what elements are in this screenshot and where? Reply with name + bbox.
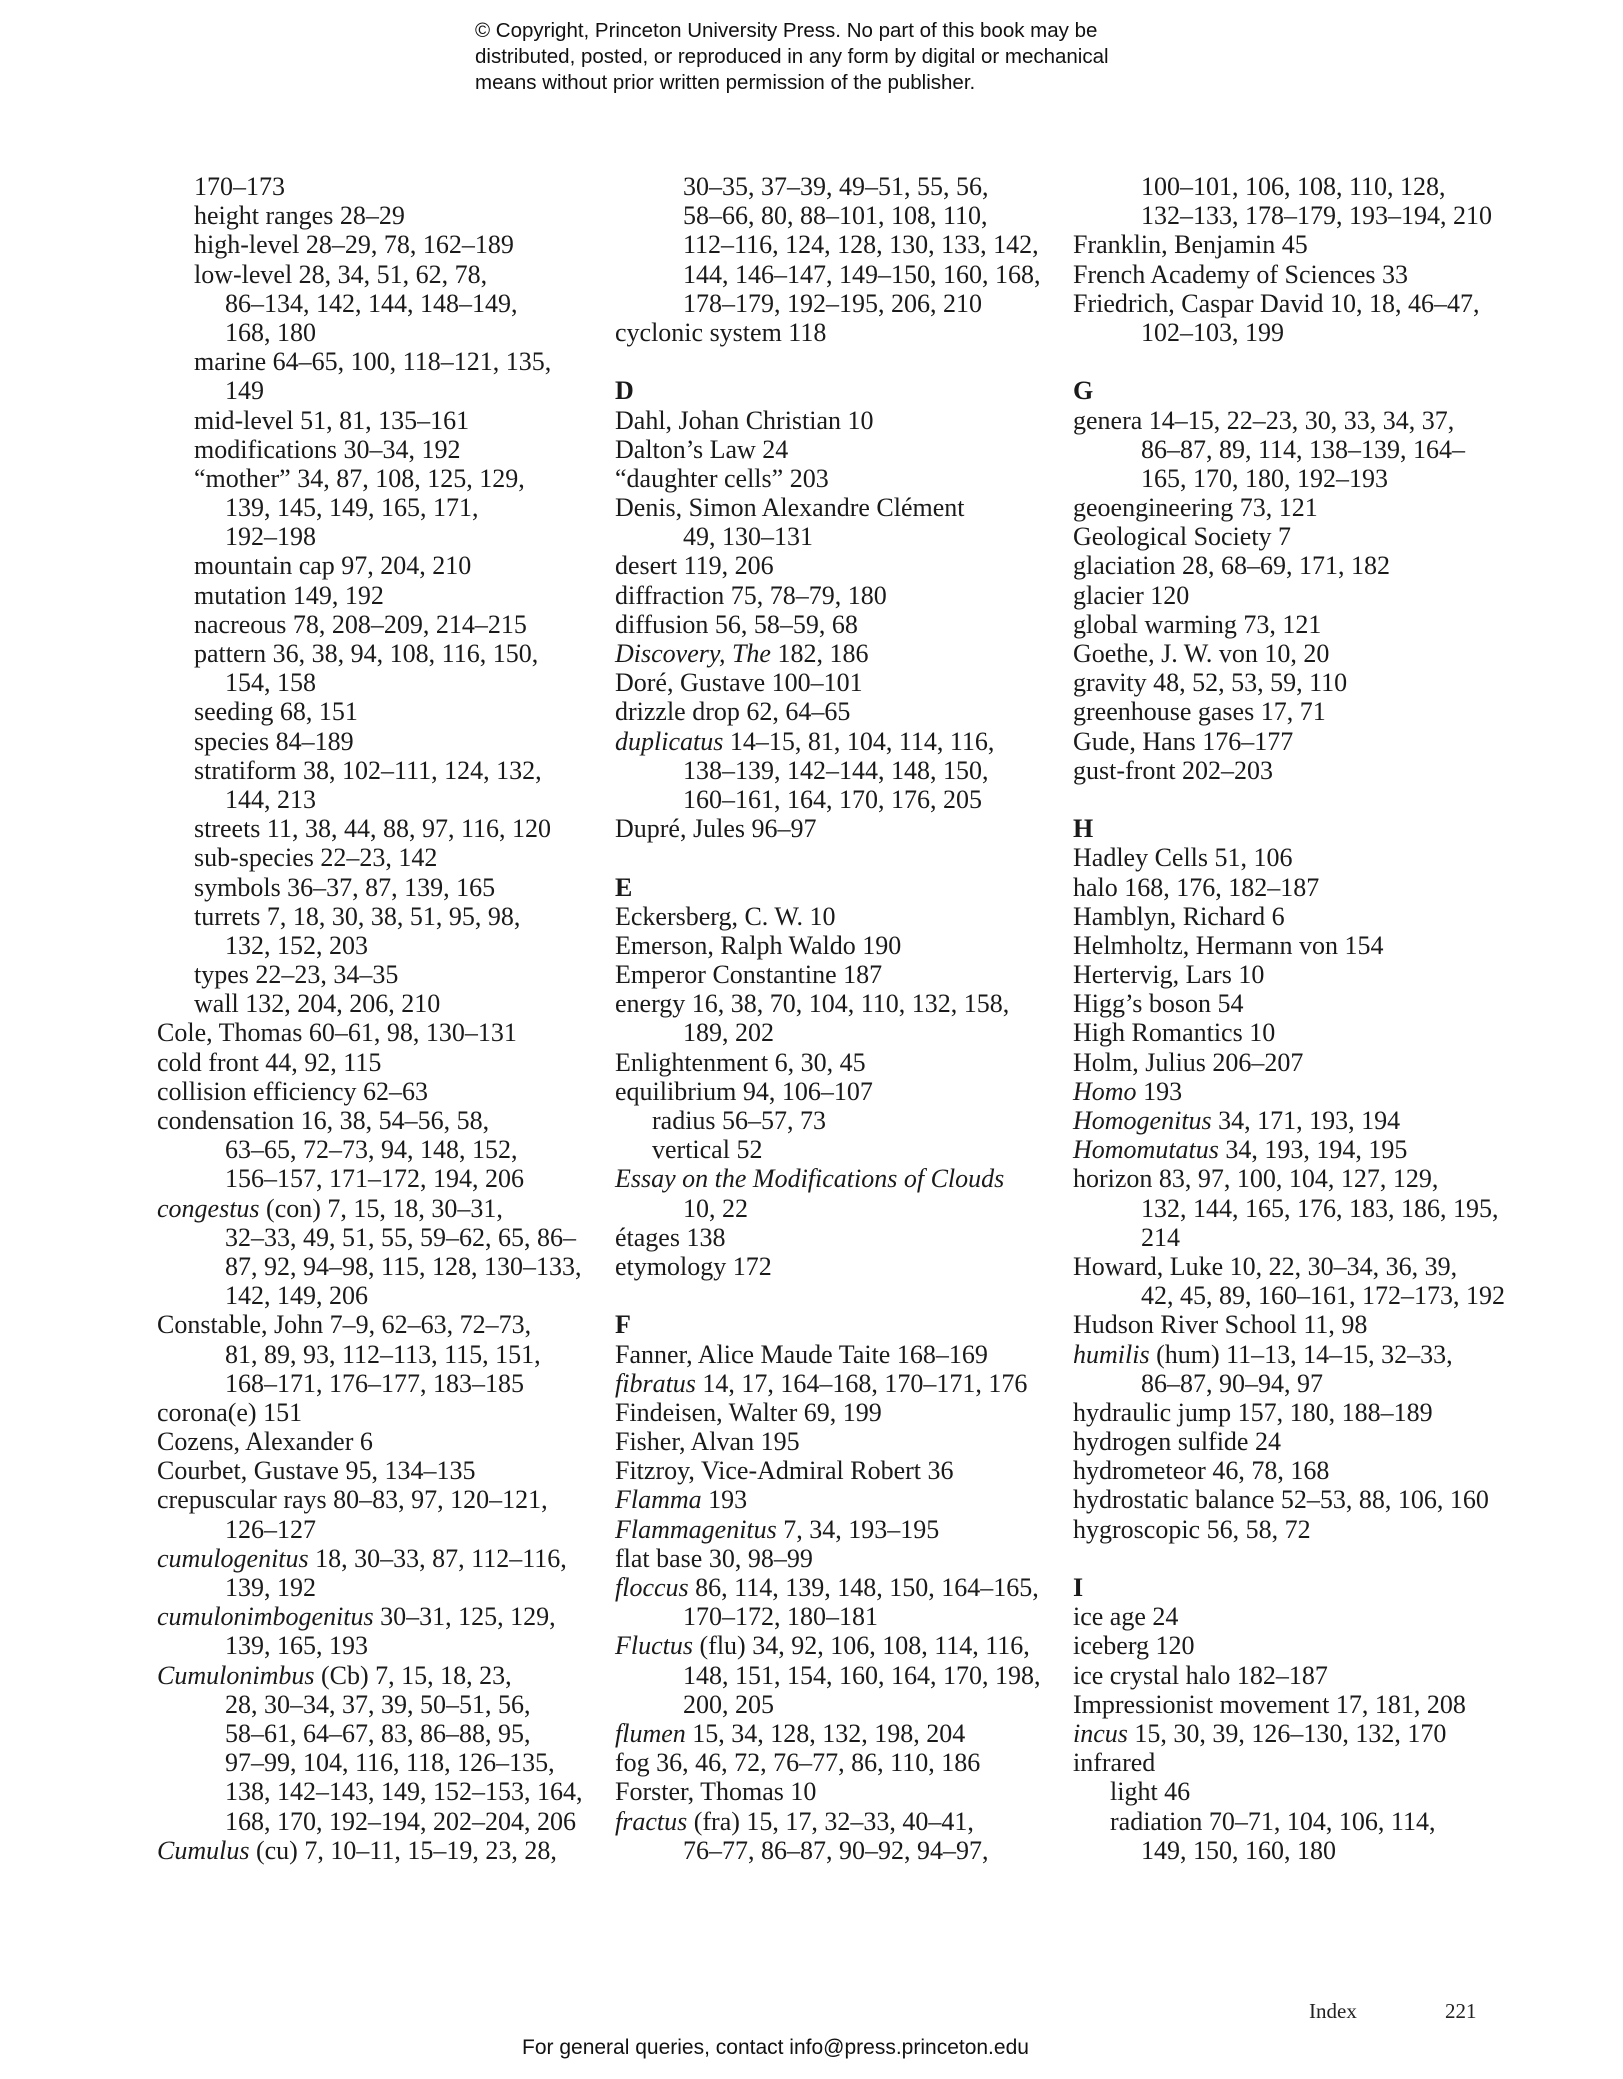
index-section-letter: F xyxy=(615,1310,631,1340)
index-continuation: 86–134, 142, 144, 148–149, xyxy=(225,288,518,318)
entry-pages: 182, 186 xyxy=(770,639,869,668)
index-entry xyxy=(157,1602,587,1631)
index-entry xyxy=(1073,1106,1513,1135)
index-entry xyxy=(615,1631,1045,1660)
italic-term: fractus xyxy=(615,1806,688,1836)
index-continuation: 214 xyxy=(1141,1222,1180,1252)
index-entry: Dahl, Johan Christian 10 xyxy=(615,405,874,435)
index-continuation: 142, 149, 206 xyxy=(225,1281,368,1311)
italic-term: fibratus xyxy=(615,1368,696,1398)
index-entry xyxy=(615,1807,1045,1836)
index-entry: hydraulic jump 157, 180, 188–189 xyxy=(1073,1397,1433,1427)
italic-term: Homo xyxy=(1073,1076,1137,1106)
index-subentry: high-level 28–29, 78, 162–189 xyxy=(194,230,514,260)
index-entry: Fitzroy, Vice-Admiral Robert 36 xyxy=(615,1456,954,1486)
italic-term: incus xyxy=(1073,1718,1128,1748)
index-entry: condensation 16, 38, 54–56, 58, xyxy=(157,1106,490,1135)
index-entry: Forster, Thomas 10 xyxy=(615,1777,817,1807)
index-continuation: 132–133, 178–179, 193–194, 210 xyxy=(1141,201,1492,231)
index-continuation: 168–171, 176–177, 183–185 xyxy=(225,1368,524,1398)
index-continuation: 189, 202 xyxy=(683,1018,774,1048)
index-entry: hydrogen sulfide 24 xyxy=(1073,1427,1281,1457)
entry-pages: 14, 17, 164–168, 170–171, 176 xyxy=(695,1368,1028,1398)
index-entry: Emerson, Ralph Waldo 190 xyxy=(615,930,902,960)
index-subentry: 170–173 xyxy=(194,172,285,201)
index-continuation: 30–35, 37–39, 49–51, 55, 56, xyxy=(683,172,989,201)
section-gap xyxy=(615,347,1045,376)
index-entry: Franklin, Benjamin 45 xyxy=(1073,230,1308,260)
index-entry xyxy=(157,1194,587,1223)
entry-pages: 30–31, 125, 129, xyxy=(373,1602,556,1632)
index-continuation: 156–157, 171–172, 194, 206 xyxy=(225,1164,524,1194)
index-entry: Goethe, J. W. von 10, 20 xyxy=(1073,639,1330,668)
index-entry: Hamblyn, Richard 6 xyxy=(1073,901,1285,931)
index-entry: Fisher, Alvan 195 xyxy=(615,1427,800,1457)
entry-pages: 18, 30–33, 87, 112–116, xyxy=(308,1543,567,1573)
index-entry: glacier 120 xyxy=(1073,580,1190,610)
italic-term: Essay on the Modifications of Clouds xyxy=(615,1164,1005,1194)
index-subentry: streets 11, 38, 44, 88, 97, 116, 120 xyxy=(194,814,551,844)
index-continuation: 132, 144, 165, 176, 183, 186, 195, xyxy=(1141,1193,1499,1223)
italic-term: Cumulus xyxy=(157,1835,250,1865)
index-entry xyxy=(615,1719,1045,1748)
index-entry: Denis, Simon Alexandre Clément xyxy=(615,493,965,523)
italic-term: humilis xyxy=(1073,1339,1150,1369)
index-subentry: species 84–189 xyxy=(194,726,354,756)
index-continuation: 192–198 xyxy=(225,522,316,552)
index-continuation: 49, 130–131 xyxy=(683,522,813,552)
index-subentry: marine 64–65, 100, 118–121, 135, xyxy=(194,347,552,377)
page-number: 221 xyxy=(1445,1999,1477,2023)
index-section-letter: I xyxy=(1073,1573,1084,1602)
index-continuation: 144, 146–147, 149–150, 160, 168, xyxy=(683,259,1041,289)
index-column-middle xyxy=(615,172,1045,1865)
index-entry: Hudson River School 11, 98 xyxy=(1073,1310,1368,1340)
index-entry xyxy=(1073,1135,1513,1164)
italic-term: Flamma xyxy=(615,1485,702,1515)
index-continuation: 138–139, 142–144, 148, 150, xyxy=(683,755,989,785)
index-column-left xyxy=(157,172,587,1865)
copyright-line: means without prior written permission of the publisher. xyxy=(475,71,976,94)
entry-pages: (con) 7, 15, 18, 30–31, xyxy=(259,1193,503,1223)
index-entry: halo 168, 176, 182–187 xyxy=(1073,872,1320,902)
entry-pages: 15, 34, 128, 132, 198, 204 xyxy=(685,1718,966,1748)
index-entry xyxy=(615,1369,1045,1398)
index-subentry: height ranges 28–29 xyxy=(194,201,405,231)
index-entry: Eckersberg, C. W. 10 xyxy=(615,901,836,931)
index-subentry: radius 56–57, 73 xyxy=(652,1106,827,1135)
index-entry xyxy=(1073,1340,1513,1369)
italic-term: cumulonimbogenitus xyxy=(157,1602,374,1632)
italic-term: Discovery, The xyxy=(615,639,771,668)
index-entry: Geological Society 7 xyxy=(1073,522,1292,552)
index-subentry: pattern 36, 38, 94, 108, 116, 150, xyxy=(194,639,539,668)
index-continuation: 160–161, 164, 170, 176, 205 xyxy=(683,784,982,814)
index-entry: cold front 44, 92, 115 xyxy=(157,1047,382,1077)
index-continuation: 86–87, 89, 114, 138–139, 164– xyxy=(1141,434,1466,464)
index-entry: Enlightenment 6, 30, 45 xyxy=(615,1047,866,1077)
index-entry: Emperor Constantine 187 xyxy=(615,960,883,990)
index-continuation: 138, 142–143, 149, 152–153, 164, xyxy=(225,1777,583,1807)
index-entry xyxy=(615,1573,1045,1602)
entry-pages: 14–15, 81, 104, 114, 116, xyxy=(723,726,995,756)
index-entry: ice age 24 xyxy=(1073,1602,1179,1632)
entry-pages: 7, 34, 193–195 xyxy=(776,1514,940,1544)
entry-pages: (cu) 7, 10–11, 15–19, 23, 28, xyxy=(249,1835,557,1865)
index-continuation: 112–116, 124, 128, 130, 133, 142, xyxy=(683,230,1039,260)
index-continuation: 42, 45, 89, 160–161, 172–173, 192 xyxy=(1141,1281,1505,1311)
index-subentry: wall 132, 204, 206, 210 xyxy=(194,989,441,1019)
index-continuation: 58–66, 80, 88–101, 108, 110, xyxy=(683,201,988,231)
index-entry: flat base 30, 98–99 xyxy=(615,1543,813,1573)
index-subentry: turrets 7, 18, 30, 38, 51, 95, 98, xyxy=(194,901,521,931)
index-entry: Friedrich, Caspar David 10, 18, 46–47, xyxy=(1073,288,1480,318)
index-continuation: 149 xyxy=(225,376,264,406)
index-entry: geoengineering 73, 121 xyxy=(1073,493,1318,523)
index-entry: equilibrium 94, 106–107 xyxy=(615,1076,873,1106)
index-continuation: 86–87, 90–94, 97 xyxy=(1141,1368,1323,1398)
index-continuation: 139, 165, 193 xyxy=(225,1631,368,1661)
index-subentry: mutation 149, 192 xyxy=(194,580,384,610)
index-continuation: 32–33, 49, 51, 55, 59–62, 65, 86– xyxy=(225,1222,576,1252)
index-continuation: 200, 205 xyxy=(683,1689,774,1719)
index-entry xyxy=(1073,1077,1513,1106)
italic-term: congestus xyxy=(157,1193,260,1223)
index-entry: glaciation 28, 68–69, 171, 182 xyxy=(1073,551,1391,581)
index-subentry: modifications 30–34, 192 xyxy=(194,434,461,464)
index-entry: gust-front 202–203 xyxy=(1073,755,1274,785)
index-continuation: 168, 180 xyxy=(225,317,316,347)
index-subentry: low-level 28, 34, 51, 62, 78, xyxy=(194,259,488,289)
index-continuation: 100–101, 106, 108, 110, 128, xyxy=(1141,172,1446,201)
index-entry: Doré, Gustave 100–101 xyxy=(615,668,863,698)
index-entry: Gude, Hans 176–177 xyxy=(1073,726,1294,756)
index-continuation: 168, 170, 192–194, 202–204, 206 xyxy=(225,1806,576,1836)
index-entry: drizzle drop 62, 64–65 xyxy=(615,697,851,727)
index-entry xyxy=(157,1661,587,1690)
index-entry: global warming 73, 121 xyxy=(1073,609,1322,639)
index-entry xyxy=(615,639,1045,668)
index-entry: corona(e) 151 xyxy=(157,1397,303,1427)
index-continuation: 154, 158 xyxy=(225,668,316,698)
index-entry: French Academy of Sciences 33 xyxy=(1073,259,1409,289)
italic-term: floccus xyxy=(615,1573,689,1602)
section-gap xyxy=(1073,347,1513,376)
index-continuation: 58–61, 64–67, 83, 86–88, 95, xyxy=(225,1718,531,1748)
copyright-notice xyxy=(475,18,1195,96)
index-continuation: 139, 145, 149, 165, 171, xyxy=(225,493,479,523)
section-gap xyxy=(615,843,1045,872)
index-subentry: sub-species 22–23, 142 xyxy=(194,843,438,873)
entry-pages: 34, 193, 194, 195 xyxy=(1218,1135,1408,1165)
entry-pages: 15, 30, 39, 126–130, 132, 170 xyxy=(1127,1718,1447,1748)
index-entry: Hertervig, Lars 10 xyxy=(1073,960,1265,990)
index-subentry: “mother” 34, 87, 108, 125, 129, xyxy=(194,463,525,493)
index-continuation: 178–179, 192–195, 206, 210 xyxy=(683,288,982,318)
index-entry: hydrostatic balance 52–53, 88, 106, 160 xyxy=(1073,1485,1489,1515)
index-entry xyxy=(615,1164,1045,1193)
entry-pages: 193 xyxy=(1136,1076,1183,1106)
index-subentry: symbols 36–37, 87, 139, 165 xyxy=(194,872,496,902)
index-entry: Howard, Luke 10, 22, 30–34, 36, 39, xyxy=(1073,1251,1458,1281)
index-entry xyxy=(615,727,1045,756)
index-entry: Courbet, Gustave 95, 134–135 xyxy=(157,1456,476,1486)
index-entry: Cozens, Alexander 6 xyxy=(157,1427,373,1457)
index-continuation: 139, 192 xyxy=(225,1573,316,1602)
index-entry: crepuscular rays 80–83, 97, 120–121, xyxy=(157,1485,548,1515)
section-gap xyxy=(615,1281,1045,1310)
index-subentry: stratiform 38, 102–111, 124, 132, xyxy=(194,755,542,785)
index-entry: Hadley Cells 51, 106 xyxy=(1073,843,1293,873)
italic-term: Homogenitus xyxy=(1073,1106,1212,1135)
entry-pages: 34, 171, 193, 194 xyxy=(1211,1106,1401,1135)
index-entry: Fanner, Alice Maude Taite 168–169 xyxy=(615,1339,988,1369)
italic-term: Homomutatus xyxy=(1073,1135,1219,1165)
index-continuation: 132, 152, 203 xyxy=(225,930,368,960)
index-column-right xyxy=(1073,172,1513,1865)
index-entry: Findeisen, Walter 69, 199 xyxy=(615,1397,882,1427)
index-continuation: 148, 151, 154, 160, 164, 170, 198, xyxy=(683,1660,1041,1690)
index-entry: greenhouse gases 17, 71 xyxy=(1073,697,1326,727)
entry-pages: (Cb) 7, 15, 18, 23, xyxy=(314,1660,512,1690)
index-entry xyxy=(615,1485,1045,1514)
index-section-letter: E xyxy=(615,872,633,902)
italic-term: Flammagenitus xyxy=(615,1514,777,1544)
italic-term: Fluctus xyxy=(615,1631,693,1661)
index-entry: Holm, Julius 206–207 xyxy=(1073,1047,1304,1077)
entry-pages: (flu) 34, 92, 106, 108, 114, 116, xyxy=(693,1631,1030,1661)
index-entry: Higg’s boson 54 xyxy=(1073,989,1244,1019)
entry-pages: 193 xyxy=(701,1485,748,1515)
index-continuation: 28, 30–34, 37, 39, 50–51, 56, xyxy=(225,1689,531,1719)
index-subentry: nacreous 78, 208–209, 214–215 xyxy=(194,609,527,639)
index-continuation: 126–127 xyxy=(225,1514,316,1544)
index-continuation: 149, 150, 160, 180 xyxy=(1141,1835,1336,1865)
index-entry: Cole, Thomas 60–61, 98, 130–131 xyxy=(157,1018,517,1048)
index-entry: etymology 172 xyxy=(615,1251,772,1281)
index-entry: horizon 83, 97, 100, 104, 127, 129, xyxy=(1073,1164,1439,1194)
index-continuation: 10, 22 xyxy=(683,1193,748,1223)
index-entry: Dalton’s Law 24 xyxy=(615,434,789,464)
copyright-line: distributed, posted, or reproduced in any form by digital or mechanical xyxy=(475,45,1109,68)
index-entry xyxy=(157,1544,587,1573)
copyright-line: © Copyright, Princeton University Press. No part of this book may be xyxy=(475,19,1098,42)
index-entry xyxy=(615,1515,1045,1544)
italic-term: duplicatus xyxy=(615,726,724,756)
index-continuation: 81, 89, 93, 112–113, 115, 151, xyxy=(225,1339,541,1369)
index-entry: Dupré, Jules 96–97 xyxy=(615,814,817,844)
entry-pages: (fra) 15, 17, 32–33, 40–41, xyxy=(687,1806,974,1836)
index-entry: Helmholtz, Hermann von 154 xyxy=(1073,930,1384,960)
index-entry: “daughter cells” 203 xyxy=(615,463,829,493)
index-entry: Constable, John 7–9, 62–63, 72–73, xyxy=(157,1310,532,1340)
index-entry: ice crystal halo 182–187 xyxy=(1073,1660,1328,1690)
index-entry: Impressionist movement 17, 181, 208 xyxy=(1073,1689,1466,1719)
index-entry: hydrometeor 46, 78, 168 xyxy=(1073,1456,1330,1486)
index-entry: diffusion 56, 58–59, 68 xyxy=(615,609,858,639)
index-continuation: 87, 92, 94–98, 115, 128, 130–133, xyxy=(225,1251,582,1281)
index-subentry: types 22–23, 34–35 xyxy=(194,960,399,990)
index-continuation: 144, 213 xyxy=(225,784,316,814)
index-section-letter: D xyxy=(615,376,634,406)
index-entry: collision efficiency 62–63 xyxy=(157,1076,429,1106)
index-subentry: seeding 68, 151 xyxy=(194,697,358,727)
index-entry: High Romantics 10 xyxy=(1073,1018,1276,1048)
index-subentry: light 46 xyxy=(1110,1777,1191,1807)
index-entry: energy 16, 38, 70, 104, 110, 132, 158, xyxy=(615,989,1010,1019)
index-entry: desert 119, 206 xyxy=(615,551,774,581)
index-continuation: 97–99, 104, 116, 118, 126–135, xyxy=(225,1748,555,1778)
index-continuation: 170–172, 180–181 xyxy=(683,1602,878,1632)
index-entry: diffraction 75, 78–79, 180 xyxy=(615,580,887,610)
index-continuation: 76–77, 86–87, 90–92, 94–97, xyxy=(683,1835,989,1865)
index-subentry: radiation 70–71, 104, 106, 114, xyxy=(1110,1806,1436,1836)
index-section-letter: H xyxy=(1073,814,1094,844)
index-entry: fog 36, 46, 72, 76–77, 86, 110, 186 xyxy=(615,1748,981,1778)
italic-term: Cumulonimbus xyxy=(157,1660,315,1690)
index-continuation: 165, 170, 180, 192–193 xyxy=(1141,463,1388,493)
section-gap xyxy=(1073,1544,1513,1573)
index-entry: iceberg 120 xyxy=(1073,1631,1195,1661)
index-subentry: mid-level 51, 81, 135–161 xyxy=(194,405,470,435)
index-subentry: mountain cap 97, 204, 210 xyxy=(194,551,472,581)
index-section-letter: G xyxy=(1073,376,1094,406)
italic-term: flumen xyxy=(615,1718,686,1748)
index-entry: genera 14–15, 22–23, 30, 33, 34, 37, xyxy=(1073,405,1455,435)
contact-line: For general queries, contact info@press.princeton.edu xyxy=(522,2036,1029,2059)
index-entry: étages 138 xyxy=(615,1222,726,1252)
index-entry: gravity 48, 52, 53, 59, 110 xyxy=(1073,668,1348,698)
italic-term: cumulogenitus xyxy=(157,1543,309,1573)
index-entry xyxy=(1073,1719,1513,1748)
entry-pages: (hum) 11–13, 14–15, 32–33, xyxy=(1149,1339,1453,1369)
index-entry: infrared xyxy=(1073,1748,1156,1778)
index-entry: hygroscopic 56, 58, 72 xyxy=(1073,1514,1311,1544)
index-continuation: 102–103, 199 xyxy=(1141,317,1284,347)
index-continuation: 63–65, 72–73, 94, 148, 152, xyxy=(225,1135,518,1165)
entry-pages: 86, 114, 139, 148, 150, 164–165, xyxy=(688,1573,1039,1602)
running-footer-section: Index xyxy=(1309,1999,1357,2023)
index-entry: cyclonic system 118 xyxy=(615,317,827,347)
section-gap xyxy=(1073,785,1513,814)
index-entry xyxy=(157,1836,587,1865)
index-subentry: vertical 52 xyxy=(652,1135,763,1165)
